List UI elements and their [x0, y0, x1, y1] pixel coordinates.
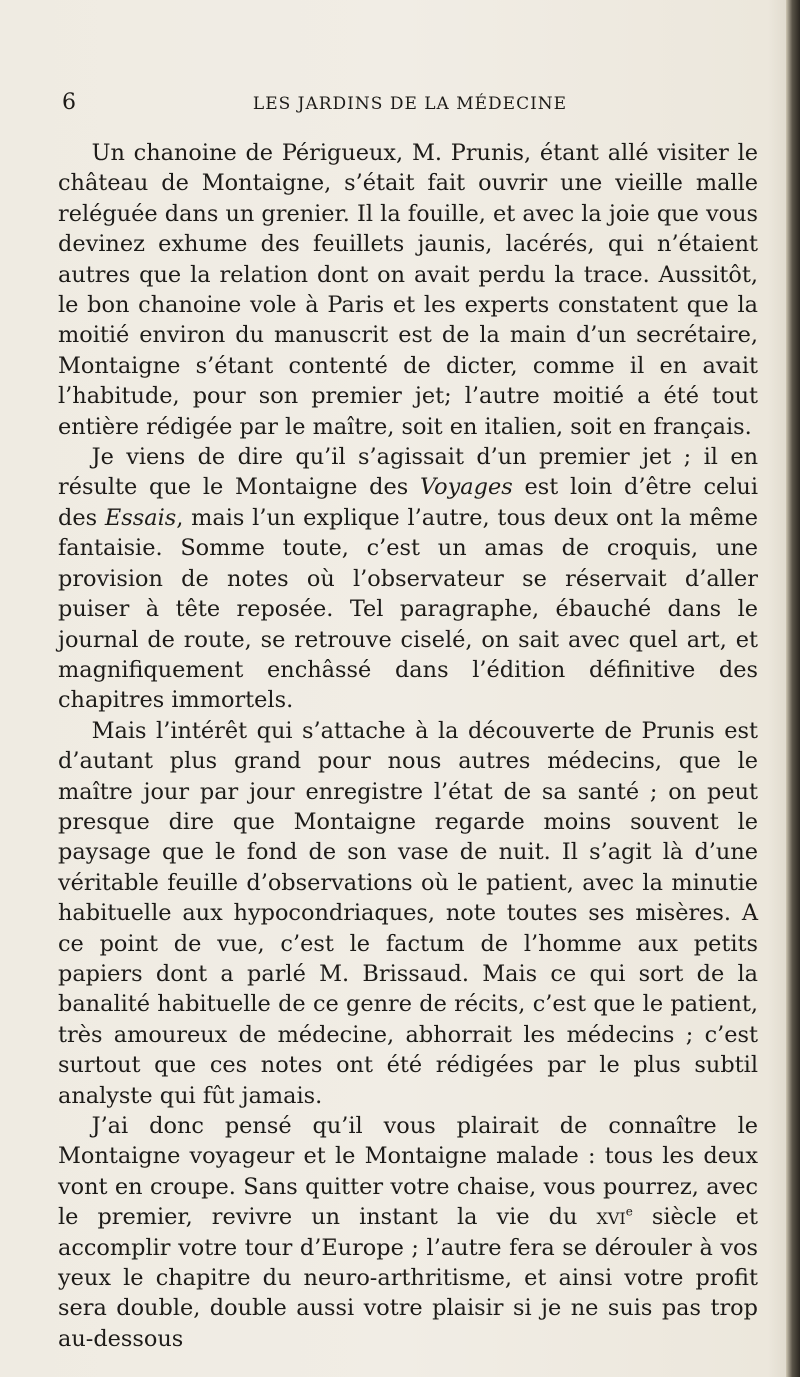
title-voyages: Voyages — [420, 474, 513, 501]
paragraph-2 — [58, 442, 758, 716]
paragraph-4-text-a: J’ai donc pensé qu’il vous plairait de connaître le Montaigne voyageur et le Montaigne malade : tous les deux vont en croupe. Sans quitter votre chaise, vous pourrez, avec le premier, revivre un instant la vie du — [58, 1113, 758, 1231]
paragraph-3 — [58, 716, 758, 1111]
body-text — [58, 138, 758, 1354]
paragraph-1-text: Un chanoine de Périgueux, M. Prunis, étant allé visiter le château de Montaigne, s’était fait ouvrir une vieille malle reléguée dans un grenier. Il la fouille, et avec la joie que vous devinez exhume des feuillets jaunis, lacérés, qui n’étaient autres que la relation dont on avait perdu la trace. Aussitôt, le bon chanoine vole à Paris et les experts constatent que la moitié environ du manuscrit est de la main d’un secrétaire, Montaigne s’étant contenté de dicter, comme il en avait l’habitude, pour son premier jet; l’autre moitié a été tout entière rédigée par le maître, soit en italien, soit en français. — [58, 140, 758, 440]
page-header — [60, 90, 760, 120]
title-essais: Essais — [104, 504, 177, 531]
paragraph-2-text-c: , mais l’un explique l’autre, tous deux ont la même fantaisie. Somme toute, c’est un amas de croquis, une provision de notes où l’observateur se réservait d’aller puiser à tête reposée. Tel paragraphe, ébauché dans le journal de route, se retrouve ciselé, on sait avec quel art, et magnifiquement enchâssé dans l’édition définitive des chapitres immortels. — [58, 504, 758, 714]
paragraph-3-text: Mais l’intérêt qui s’attache à la découverte de Prunis est d’autant plus grand pour nous autres médecins, que le maître jour par jour enregistre l’état de sa santé ; on peut presque dire que Montaigne regarde moins souvent le paysage que le fond de son vase de nuit. Il s’agit là d’une véritable feuille d’observations où le patient, avec la minutie habituelle aux hypocondriaques, note toutes ses misères. A ce point de vue, c’est le factum de l’homme aux petits papiers dont a parlé M. Brissaud. Mais ce qui sort de la banalité habituelle de ce genre de récits, c’est que le patient, très amoureux de médecine, abhorrait les médecins ; c’est surtout que ces notes ont été rédigées par le plus subtil analyste qui fût jamais. — [58, 717, 758, 1109]
running-title: LES JARDINS DE LA MÉDECINE — [252, 94, 568, 114]
paragraph-4-text-b: siècle et accomplir votre tour d’Europe ; l’autre fera se dérouler à vos yeux le chapitre du neuro-arthritisme, et ainsi votre profit sera double, double aussi votre plaisir si je ne suis pas trop au-dessous — [58, 1204, 759, 1352]
page-number: 6 — [62, 90, 76, 115]
page-edge-shadow — [786, 0, 800, 1377]
paragraph-2-text-a: Je viens de dire qu’il s’agissait d’un premier jet ; il en résulte que le Montaigne des — [58, 444, 758, 501]
paragraph-4 — [58, 1111, 758, 1354]
century-superscript: e — [625, 1204, 633, 1219]
paragraph-1 — [58, 138, 758, 442]
century-numeral: xvi — [596, 1204, 626, 1231]
paragraph-2-text-b: est loin d’être celui des — [58, 474, 758, 531]
